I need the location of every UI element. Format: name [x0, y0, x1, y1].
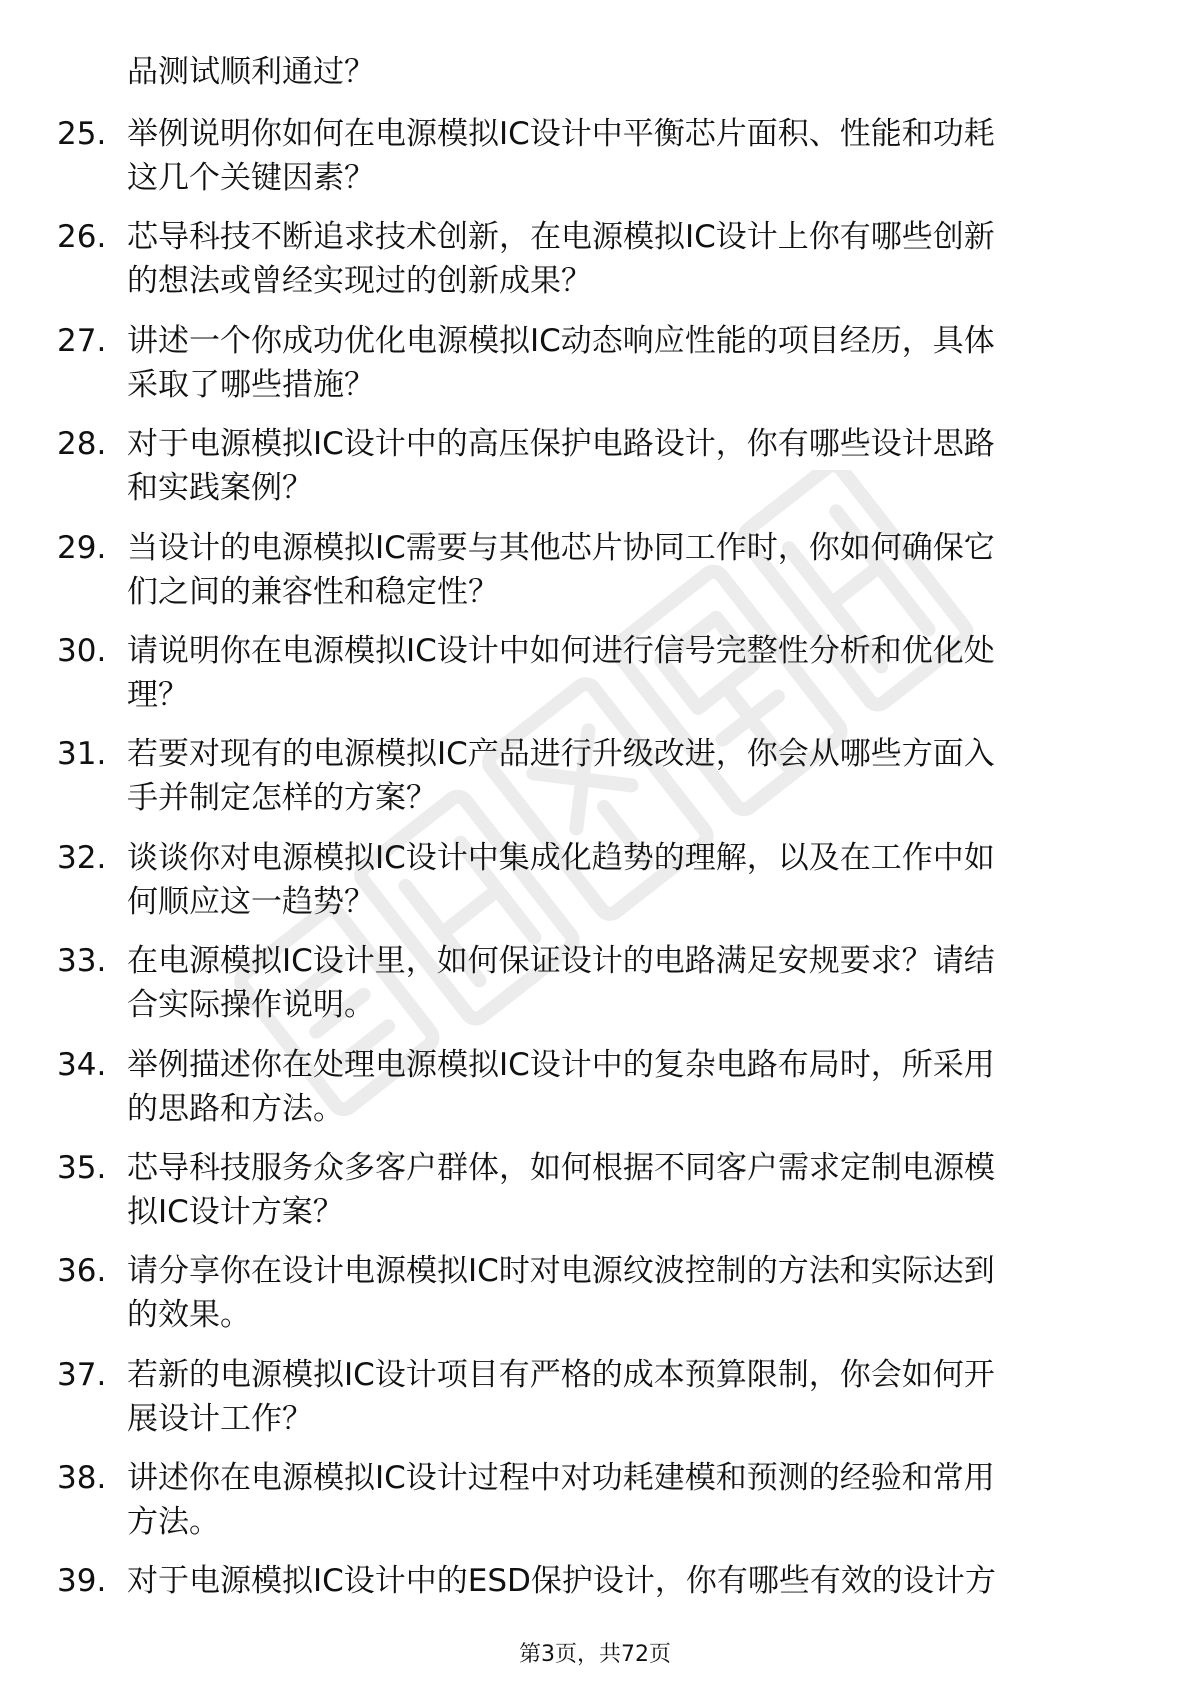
question-item [0, 1043, 1190, 1146]
question-text: 举例说明你如何在电源模拟IC设计中平衡芯片面积、性能和功耗 这几个关键因素？ [127, 116, 995, 196]
question-text: 芯导科技服务众多客户群体，如何根据不同客户需求定制电源模 拟IC设计方案？ [127, 1149, 995, 1230]
question-item [0, 1146, 1190, 1249]
question-list [0, 112, 1190, 1663]
question-item [0, 836, 1190, 939]
question-text: 在电源模拟IC设计里，如何保证设计的电路满足安规要求？请结 合实际操作说明。 [127, 943, 995, 1024]
question-text: 讲述一个你成功优化电源模拟IC动态响应性能的项目经历，具体 采取了哪些措施？ [127, 322, 995, 403]
question-number: 37. [57, 1356, 107, 1393]
question-number: 39. [57, 1563, 107, 1600]
question-item [0, 319, 1190, 422]
question-text: 请说明你在电源模拟IC设计中如何进行信号完整性分析和优化处 理？ [127, 632, 995, 713]
question-number: 35. [57, 1149, 107, 1186]
question-item [0, 629, 1190, 732]
question-text: 谈谈你对电源模拟IC设计中集成化趋势的理解，以及在工作中如 何顺应这一趋势？ [127, 839, 995, 920]
question-number: 32. [57, 839, 107, 876]
question-text: 讲述你在电源模拟IC设计过程中对功耗建模和预测的经验和常用 方法。 [127, 1460, 995, 1541]
question-number: 36. [57, 1253, 107, 1290]
question-text: 对于电源模拟IC设计中的ESD保护设计，你有哪些有效的设计方 [127, 1563, 996, 1600]
question-number: 33. [57, 943, 107, 980]
question-item [0, 939, 1190, 1042]
question-number: 27. [57, 322, 107, 359]
question-item [0, 1456, 1190, 1559]
question-text: 对于电源模拟IC设计中的高压保护电路设计，你有哪些设计思路 和实践案例？ [127, 426, 995, 507]
question-text: 若要对现有的电源模拟IC产品进行升级改进，你会从哪些方面入 手并制定怎样的方案？ [127, 736, 995, 817]
question-item [0, 1353, 1190, 1456]
question-text: 请分享你在设计电源模拟IC时对电源纹波控制的方法和实际达到 的效果。 [127, 1253, 995, 1334]
question-text: 芯导科技不断追求技术创新，在电源模拟IC设计上你有哪些创新 的想法或曾经实现过的创新成果？ [127, 219, 995, 300]
question-item [0, 732, 1190, 835]
question-number: 31. [57, 736, 107, 773]
question-item [0, 112, 1190, 215]
question-number: 26. [57, 219, 107, 256]
question-text: 举例描述你在处理电源模拟IC设计中的复杂电路布局时，所采用 的思路和方法。 [127, 1046, 995, 1127]
question-item [0, 215, 1190, 318]
question-text: 当设计的电源模拟IC需要与其他芯片协同工作时，你如何确保它 们之间的兼容性和稳定性？ [127, 529, 995, 610]
page-footer: 第3页，共72页 [519, 1642, 671, 1667]
question-number: 25. [57, 116, 107, 152]
question-item [0, 1249, 1190, 1352]
carry-over-line: 品测试顺利通过？ [127, 54, 375, 90]
question-item [0, 422, 1190, 525]
question-item [0, 526, 1190, 629]
question-number: 30. [57, 632, 107, 669]
question-number: 28. [57, 426, 107, 463]
question-text: 若新的电源模拟IC设计项目有严格的成本预算限制，你会如何开 展设计工作？ [127, 1356, 995, 1437]
question-number: 29. [57, 529, 107, 566]
question-number: 38. [57, 1460, 107, 1497]
question-number: 34. [57, 1046, 107, 1083]
